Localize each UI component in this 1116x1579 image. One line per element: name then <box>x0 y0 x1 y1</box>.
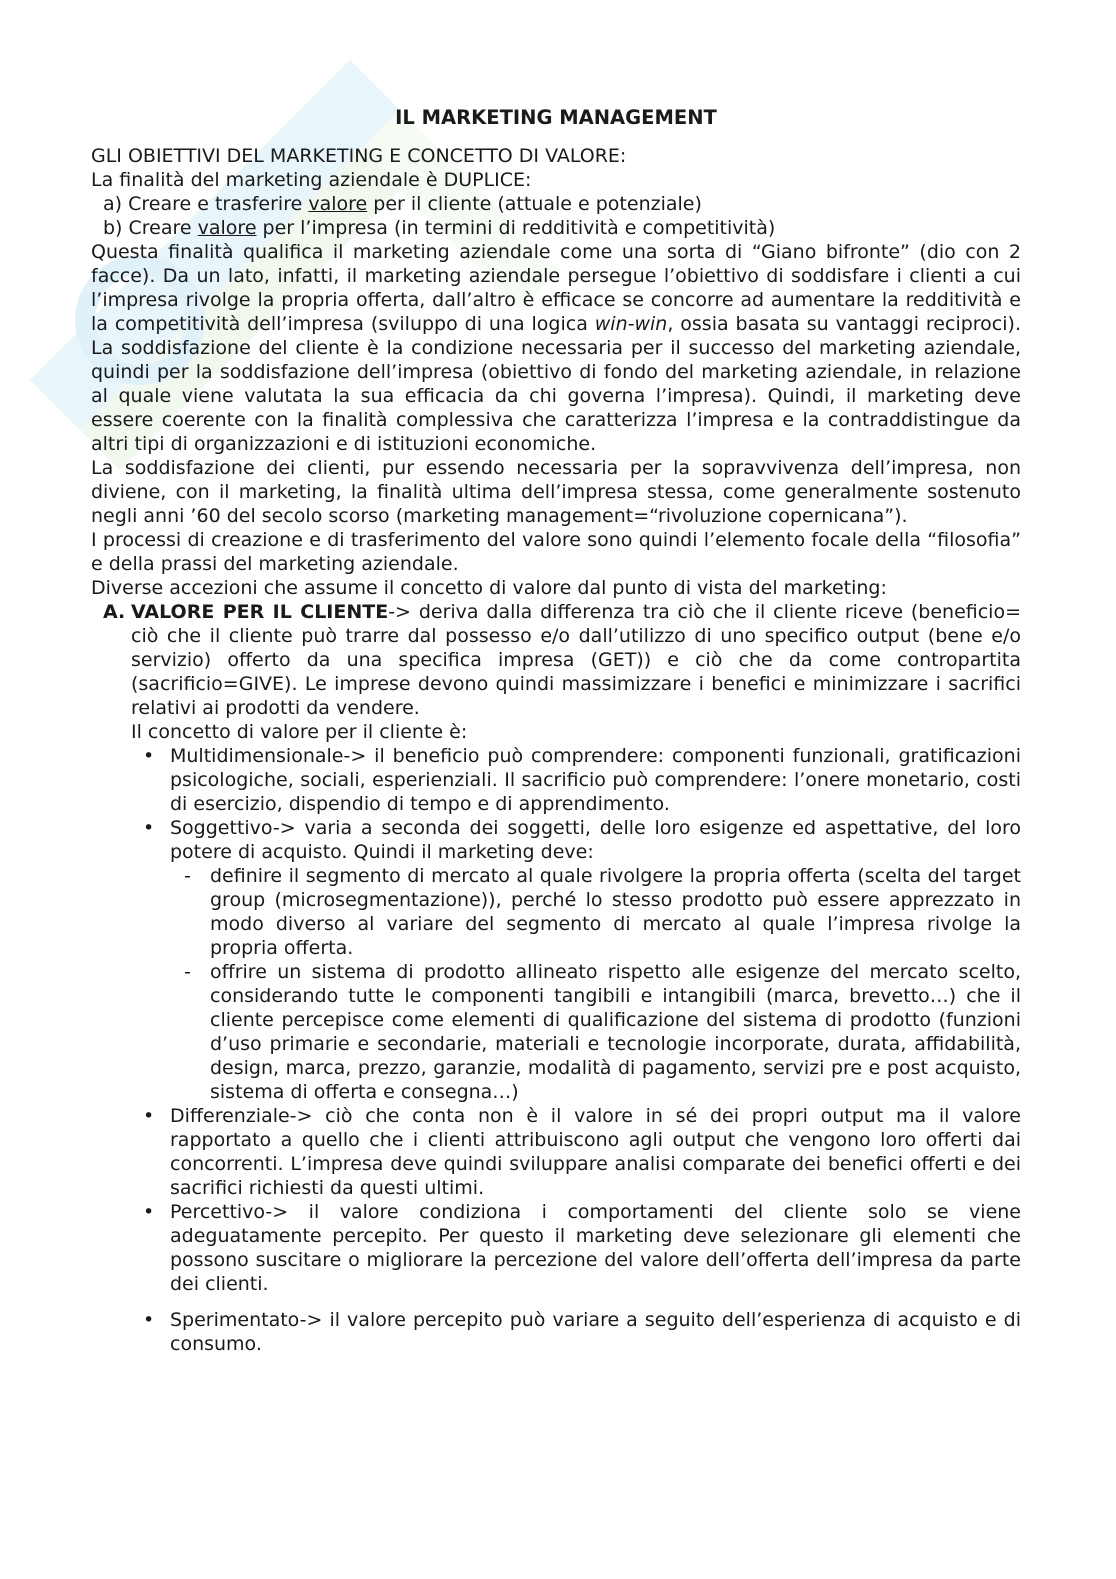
list-item-soggettivo: • Soggettivo-> varia a seconda dei soggetti, delle loro esigenze ed aspettative, del loro potere di acquisto. Quindi il marketing deve: - definire il segmento di mercato al quale rivolgere la propria offerta (scelta del target group (microsegmentazione)), perché lo stesso prodotto può essere apprezzato in modo diverso al variare del segmento di mercato al quale l’impresa rivolge la propria offerta. - offrire un sistema di prodotto allineato rispetto alle esigenze del mercato scelto, considerando tutte le componenti tangibili e intangibili (marca, brevetto…) che il cliente percepisce come elementi di qualificazione del sistema di prodotto (funzioni d’uso primarie e secondarie, materiali e tecnologie incorporate, durata, affidabilità, design, marca, prezzo, garanzie, modalità di pagamento, servizi pre e post acquisto, sistema di offerta e consegna…) <box>143 817 1021 1103</box>
paragraph-giano: Questa finalità qualifica il marketing aziendale come una sorta di “Giano bifronte” (dio con 2 facce). Da un lato, infatti, il marketing aziendale persegue l’obiettivo di soddisfare i clienti a cui l’impresa rivolge la propria offerta, dall’altro è efficace se concorre ad aumentare la redditività e la competitività dell’impresa (sviluppo di una logica win-win, ossia basata su vantaggi reciproci). La soddisfazione del cliente è la condizione necessaria per il successo del marketing aziendale, quindi per la soddisfazione dell’impresa (obiettivo di fondo del marketing aziendale, in relazione al quale viene valutata la sua efficacia da chi governa l’impresa). Quindi, il marketing deve essere coerente con la finalità complessiva che caratterizza l’impresa e la contraddistingue da altri tipi di organizzazioni e di istituzioni economiche. <box>91 241 1021 455</box>
section-a-intro: Il concetto di valore per il cliente è: <box>131 721 468 743</box>
objective-a: a) Creare e trasferire valore per il cliente (attuale e potenziale) <box>103 193 702 215</box>
paragraph-soddisfazione: La soddisfazione dei clienti, pur essendo necessaria per la sopravvivenza dell’impresa, non diviene, con il marketing, la finalità ultima dell’impresa stessa, come generalmente sostenuto negli anni ’60 del secolo scorso (marketing management=“rivoluzione copernicana”). <box>91 457 1021 527</box>
sublist-item-segmento: - definire il segmento di mercato al quale rivolgere la propria offerta (scelta del target group (microsegmentazione)), perché lo stesso prodotto può essere apprezzato in modo diverso al variare del segmento di mercato al quale l’impresa rivolge la propria offerta. <box>184 865 1021 959</box>
bullet-icon: • <box>143 1105 155 1127</box>
objective-b: b) Creare valore per l’impresa (in termini di redditività e competitività) <box>103 217 776 239</box>
document-page <box>91 106 1021 1356</box>
bullet-icon: • <box>143 745 155 767</box>
bullet-icon: • <box>143 817 155 839</box>
list-item-multidimensionale: • Multidimensionale-> il beneficio può comprendere: componenti funzionali, gratificazioni psicologiche, sociali, esperienziali. Il sacrificio può comprendere: l’onere monetario, costi di esercizio, dispendio di tempo e di apprendimento. <box>143 745 1021 815</box>
bullet-icon: • <box>143 1309 155 1331</box>
section-valore-cliente <box>91 600 1021 744</box>
dash-icon: - <box>184 865 191 887</box>
paragraph-accezioni: Diverse accezioni che assume il concetto di valore dal punto di vista del marketing: <box>91 577 887 599</box>
list-item-sperimentato: • Sperimentato-> il valore percepito può variare a seguito dell’esperienza di acquisto e di consumo. <box>143 1309 1021 1355</box>
section-label: A. <box>103 601 126 623</box>
bullet-icon: • <box>143 1201 155 1223</box>
dash-icon: - <box>184 961 191 983</box>
section-heading: GLI OBIETTIVI DEL MARKETING E CONCETTO DI VALORE: <box>91 145 627 167</box>
section-a-text: VALORE PER IL CLIENTE-> deriva dalla differenza tra ciò che il cliente riceve (beneficio= ciò che il cliente può trarre dal possesso e/o dall’utilizzo di uno specifico output (bene e/o servizio) offerto da una specifica impresa (GET)) e ciò che da come contropartita (sacrificio=GIVE). Le imprese devono quindi massimizzare i benefici e minimizzare i sacrifici relativi ai prodotti da vendere. <box>131 601 1021 719</box>
list-item-differenziale: • Differenziale-> ciò che conta non è il valore in sé dei propri output ma il valore rapportato a quello che i clienti attribuiscono agli output che vengono loro offerti dai concorrenti. L’impresa deve quindi sviluppare analisi comparate dei benefici offerti e dei sacrifici richiesti da questi ultimi. <box>143 1105 1021 1199</box>
list-item-percettivo: • Percettivo-> il valore condiziona i comportamenti del cliente solo se viene adeguatamente percepito. Per questo il marketing deve selezionare gli elementi che possono suscitare o migliorare la percezione del valore dell’offerta dell’impresa da parte dei clienti. <box>143 1201 1021 1295</box>
paragraph-processi: I processi di creazione e di trasferimento del valore sono quindi l’elemento focale della “filosofia” e della prassi del marketing aziendale. <box>91 529 1021 575</box>
page-title: IL MARKETING MANAGEMENT <box>395 106 717 129</box>
duplice-line: La finalità del marketing aziendale è DUPLICE: <box>91 169 532 191</box>
sublist-item-sistema-prodotto: - offrire un sistema di prodotto allineato rispetto alle esigenze del mercato scelto, considerando tutte le componenti tangibili e intangibili (marca, brevetto…) che il cliente percepisce come elementi di qualificazione del sistema di prodotto (funzioni d’uso primarie e secondarie, materiali e tecnologie incorporate, durata, affidabilità, design, marca, prezzo, garanzie, modalità di pagamento, servizi pre e post acquisto, sistema di offerta e consegna…) <box>184 961 1021 1103</box>
